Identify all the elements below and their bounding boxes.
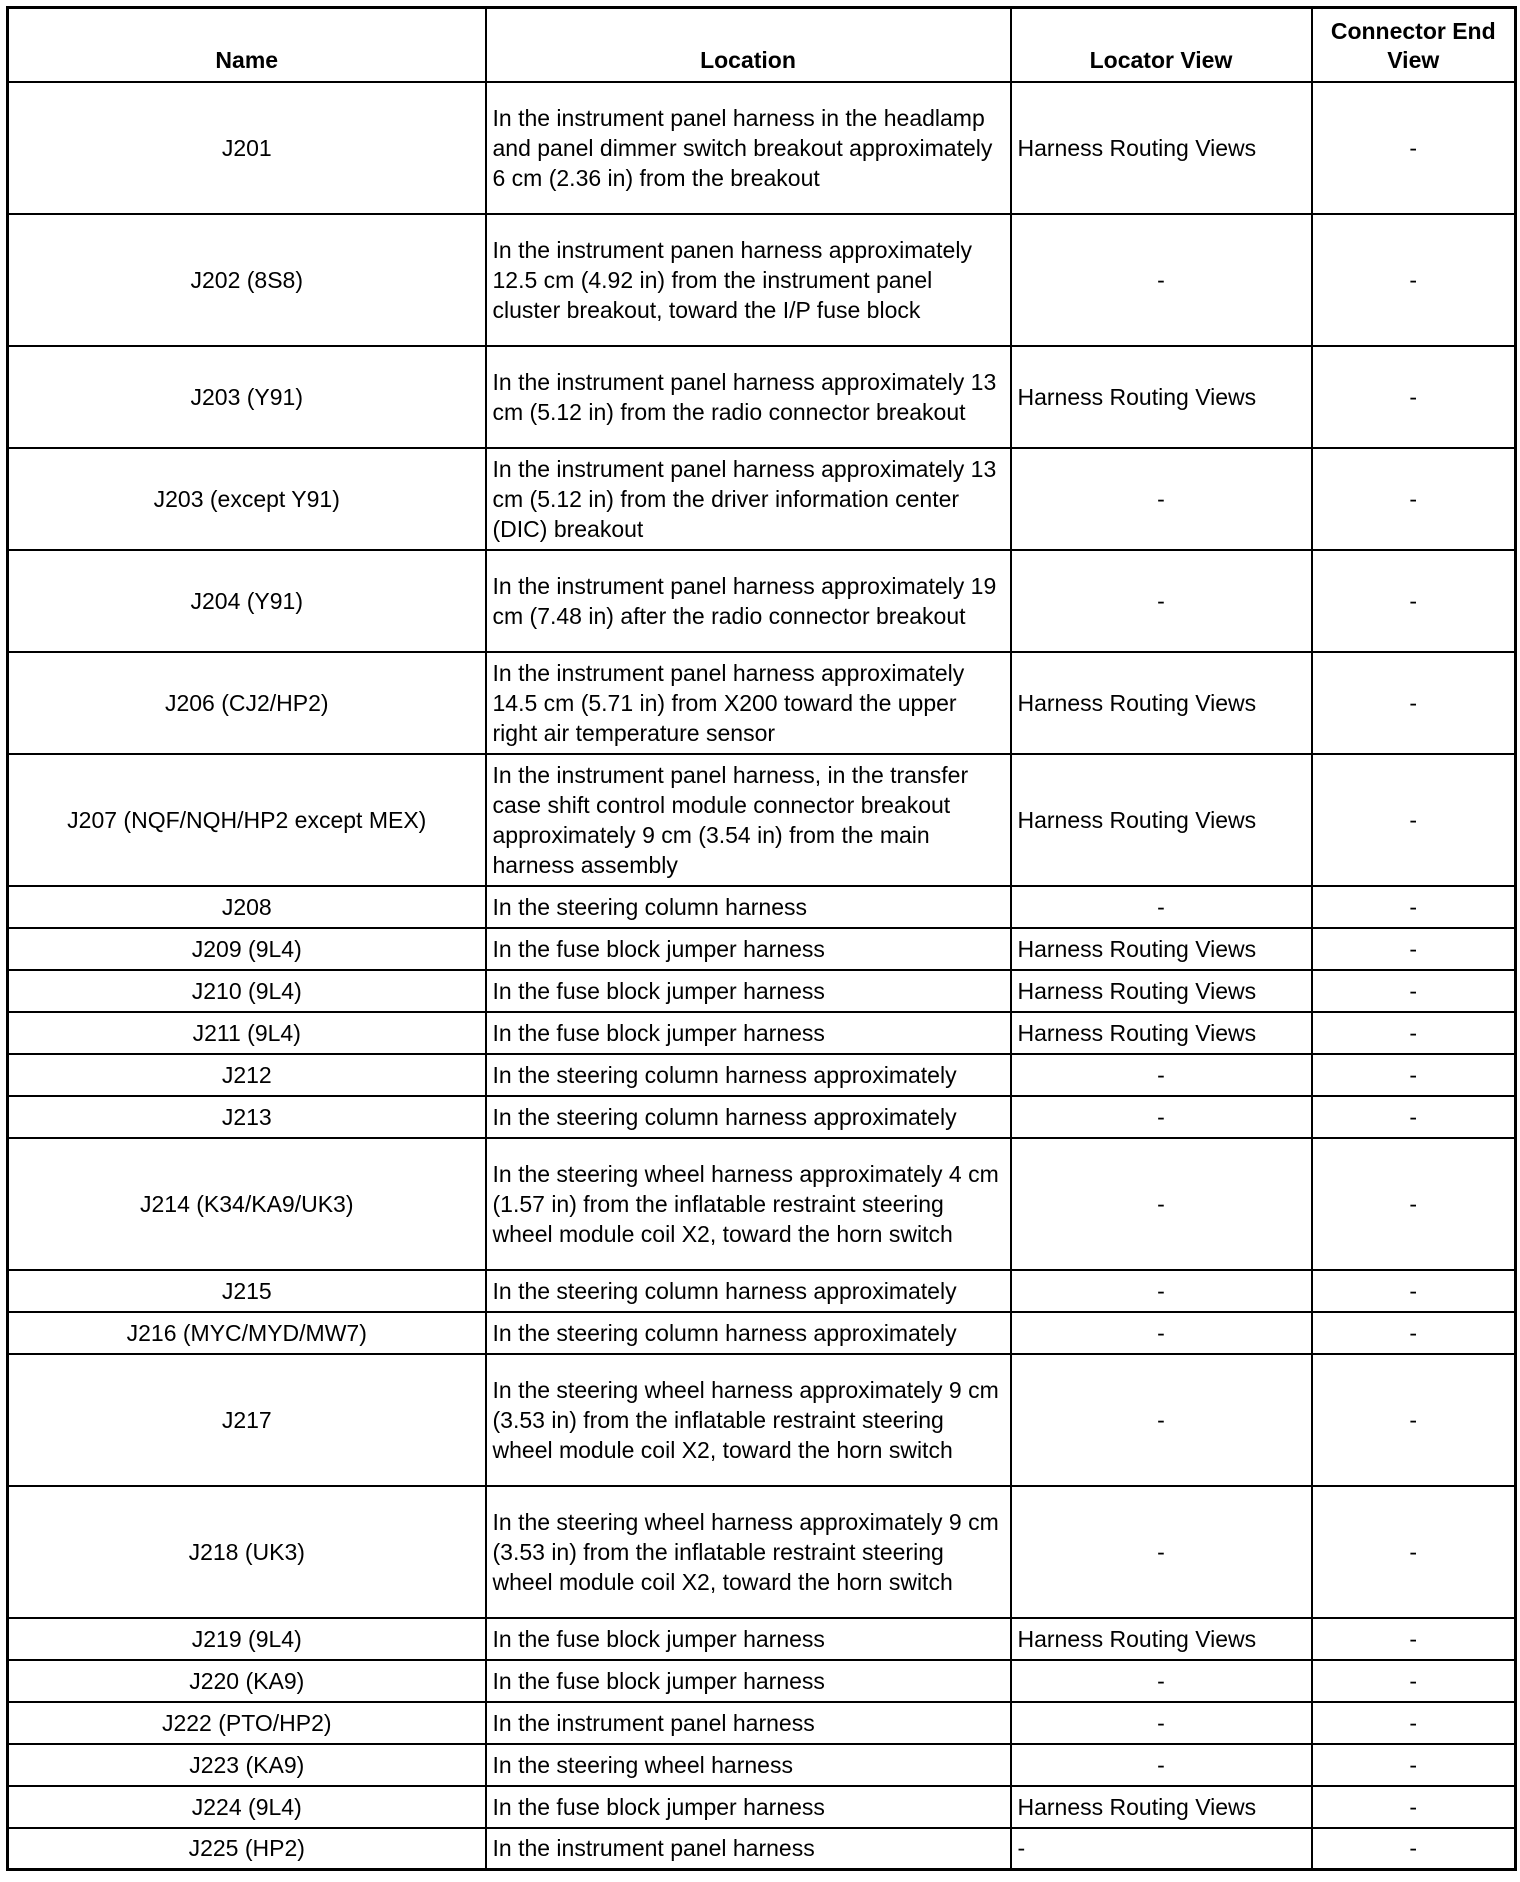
cell-location: In the instrument panen harness approximately 12.5 cm (4.92 in) from the instrument panel cluster breakout, toward the I/P fuse block	[486, 214, 1011, 346]
table-header-row	[8, 8, 1516, 82]
table-row	[8, 1660, 1516, 1702]
cell-name: J211 (9L4)	[8, 1012, 486, 1054]
cell-name: J202 (8S8)	[8, 214, 486, 346]
table-row	[8, 1054, 1516, 1096]
table-row	[8, 550, 1516, 652]
cell-locator-view: -	[1011, 1312, 1312, 1354]
table-row	[8, 1702, 1516, 1744]
table-row	[8, 1486, 1516, 1618]
table-row	[8, 928, 1516, 970]
cell-location: In the steering column harness approximately	[486, 1054, 1011, 1096]
cell-location: In the steering wheel harness	[486, 1744, 1011, 1786]
table-row	[8, 886, 1516, 928]
cell-connector-end-view: -	[1312, 928, 1516, 970]
cell-connector-end-view: -	[1312, 1828, 1516, 1870]
cell-location: In the instrument panel harness approximately 13 cm (5.12 in) from the driver information center (DIC) breakout	[486, 448, 1011, 550]
table-row	[8, 1270, 1516, 1312]
cell-connector-end-view: -	[1312, 754, 1516, 886]
cell-locator-view: -	[1011, 1054, 1312, 1096]
cell-location: In the fuse block jumper harness	[486, 1618, 1011, 1660]
column-header-locator-view: Locator View	[1011, 8, 1312, 82]
cell-locator-view[interactable]: Harness Routing Views	[1011, 1786, 1312, 1828]
cell-name: J214 (K34/KA9/UK3)	[8, 1138, 486, 1270]
cell-name: J225 (HP2)	[8, 1828, 486, 1870]
cell-locator-view: -	[1011, 1270, 1312, 1312]
cell-connector-end-view: -	[1312, 550, 1516, 652]
cell-locator-view: -	[1011, 1486, 1312, 1618]
cell-name: J206 (CJ2/HP2)	[8, 652, 486, 754]
cell-locator-view: -	[1011, 1828, 1312, 1870]
cell-locator-view[interactable]: Harness Routing Views	[1011, 82, 1312, 214]
cell-location: In the steering wheel harness approximately 4 cm (1.57 in) from the inflatable restraint steering wheel module coil X2, toward the horn switch	[486, 1138, 1011, 1270]
cell-locator-view[interactable]: Harness Routing Views	[1011, 1012, 1312, 1054]
cell-name: J204 (Y91)	[8, 550, 486, 652]
cell-connector-end-view: -	[1312, 652, 1516, 754]
cell-connector-end-view: -	[1312, 1270, 1516, 1312]
cell-name: J220 (KA9)	[8, 1660, 486, 1702]
cell-connector-end-view: -	[1312, 1312, 1516, 1354]
cell-location: In the instrument panel harness, in the transfer case shift control module connector breakout approximately 9 cm (3.54 in) from the main harness assembly	[486, 754, 1011, 886]
table-row	[8, 346, 1516, 448]
cell-connector-end-view: -	[1312, 82, 1516, 214]
cell-name: J219 (9L4)	[8, 1618, 486, 1660]
cell-location: In the steering wheel harness approximately 9 cm (3.53 in) from the inflatable restraint steering wheel module coil X2, toward the horn switch	[486, 1354, 1011, 1486]
cell-location: In the steering column harness approximately	[486, 1096, 1011, 1138]
cell-locator-view[interactable]: Harness Routing Views	[1011, 1618, 1312, 1660]
table-row	[8, 1012, 1516, 1054]
cell-name: J215	[8, 1270, 486, 1312]
cell-location: In the steering wheel harness approximately 9 cm (3.53 in) from the inflatable restraint steering wheel module coil X2, toward the horn switch	[486, 1486, 1011, 1618]
cell-name: J208	[8, 886, 486, 928]
cell-locator-view: -	[1011, 1096, 1312, 1138]
cell-location: In the instrument panel harness in the headlamp and panel dimmer switch breakout approximately 6 cm (2.36 in) from the breakout	[486, 82, 1011, 214]
cell-connector-end-view: -	[1312, 970, 1516, 1012]
cell-locator-view[interactable]: Harness Routing Views	[1011, 754, 1312, 886]
cell-name: J213	[8, 1096, 486, 1138]
cell-name: J212	[8, 1054, 486, 1096]
cell-connector-end-view: -	[1312, 1096, 1516, 1138]
cell-location: In the steering column harness approximately	[486, 1312, 1011, 1354]
cell-location: In the instrument panel harness	[486, 1828, 1011, 1870]
table-row	[8, 448, 1516, 550]
column-header-connector-end-view: Connector End View	[1312, 8, 1516, 82]
cell-locator-view: -	[1011, 550, 1312, 652]
cell-locator-view[interactable]: Harness Routing Views	[1011, 970, 1312, 1012]
cell-locator-view: -	[1011, 1354, 1312, 1486]
cell-name: J222 (PTO/HP2)	[8, 1702, 486, 1744]
cell-connector-end-view: -	[1312, 886, 1516, 928]
cell-locator-view: -	[1011, 1744, 1312, 1786]
table-row	[8, 754, 1516, 886]
table-row	[8, 1828, 1516, 1870]
cell-locator-view: -	[1011, 1138, 1312, 1270]
cell-location: In the instrument panel harness	[486, 1702, 1011, 1744]
cell-locator-view: -	[1011, 1660, 1312, 1702]
cell-name: J218 (UK3)	[8, 1486, 486, 1618]
cell-location: In the fuse block jumper harness	[486, 1660, 1011, 1702]
table-row	[8, 1354, 1516, 1486]
table-row	[8, 1618, 1516, 1660]
cell-name: J217	[8, 1354, 486, 1486]
table-row	[8, 1138, 1516, 1270]
cell-location: In the instrument panel harness approximately 14.5 cm (5.71 in) from X200 toward the upper right air temperature sensor	[486, 652, 1011, 754]
cell-name: J201	[8, 82, 486, 214]
cell-connector-end-view: -	[1312, 1660, 1516, 1702]
cell-name: J216 (MYC/MYD/MW7)	[8, 1312, 486, 1354]
table-row	[8, 1096, 1516, 1138]
table-row	[8, 214, 1516, 346]
cell-connector-end-view: -	[1312, 1012, 1516, 1054]
cell-locator-view[interactable]: Harness Routing Views	[1011, 652, 1312, 754]
cell-connector-end-view: -	[1312, 1702, 1516, 1744]
cell-location: In the steering column harness approximately	[486, 1270, 1011, 1312]
cell-name: J203 (except Y91)	[8, 448, 486, 550]
cell-location: In the fuse block jumper harness	[486, 1786, 1011, 1828]
cell-connector-end-view: -	[1312, 448, 1516, 550]
table-row	[8, 1744, 1516, 1786]
cell-locator-view[interactable]: Harness Routing Views	[1011, 346, 1312, 448]
cell-location: In the steering column harness	[486, 886, 1011, 928]
table-row	[8, 970, 1516, 1012]
column-header-location: Location	[486, 8, 1011, 82]
cell-connector-end-view: -	[1312, 1786, 1516, 1828]
cell-locator-view[interactable]: Harness Routing Views	[1011, 928, 1312, 970]
cell-location: In the fuse block jumper harness	[486, 928, 1011, 970]
table-row	[8, 82, 1516, 214]
cell-connector-end-view: -	[1312, 1354, 1516, 1486]
table-row	[8, 1312, 1516, 1354]
cell-name: J224 (9L4)	[8, 1786, 486, 1828]
cell-connector-end-view: -	[1312, 1054, 1516, 1096]
cell-name: J223 (KA9)	[8, 1744, 486, 1786]
cell-connector-end-view: -	[1312, 214, 1516, 346]
cell-location: In the fuse block jumper harness	[486, 970, 1011, 1012]
cell-location: In the instrument panel harness approximately 13 cm (5.12 in) from the radio connector breakout	[486, 346, 1011, 448]
cell-name: J207 (NQF/NQH/HP2 except MEX)	[8, 754, 486, 886]
cell-locator-view: -	[1011, 214, 1312, 346]
cell-connector-end-view: -	[1312, 1138, 1516, 1270]
cell-locator-view: -	[1011, 886, 1312, 928]
cell-location: In the instrument panel harness approximately 19 cm (7.48 in) after the radio connector breakout	[486, 550, 1011, 652]
cell-connector-end-view: -	[1312, 1744, 1516, 1786]
table-row	[8, 652, 1516, 754]
cell-name: J203 (Y91)	[8, 346, 486, 448]
column-header-name: Name	[8, 8, 486, 82]
cell-locator-view: -	[1011, 1702, 1312, 1744]
cell-location: In the fuse block jumper harness	[486, 1012, 1011, 1054]
cell-connector-end-view: -	[1312, 346, 1516, 448]
cell-name: J209 (9L4)	[8, 928, 486, 970]
splice-table-sheet	[6, 6, 1514, 1871]
splice-locations-table	[6, 6, 1517, 1871]
cell-connector-end-view: -	[1312, 1618, 1516, 1660]
table-row	[8, 1786, 1516, 1828]
cell-name: J210 (9L4)	[8, 970, 486, 1012]
cell-connector-end-view: -	[1312, 1486, 1516, 1618]
cell-locator-view: -	[1011, 448, 1312, 550]
